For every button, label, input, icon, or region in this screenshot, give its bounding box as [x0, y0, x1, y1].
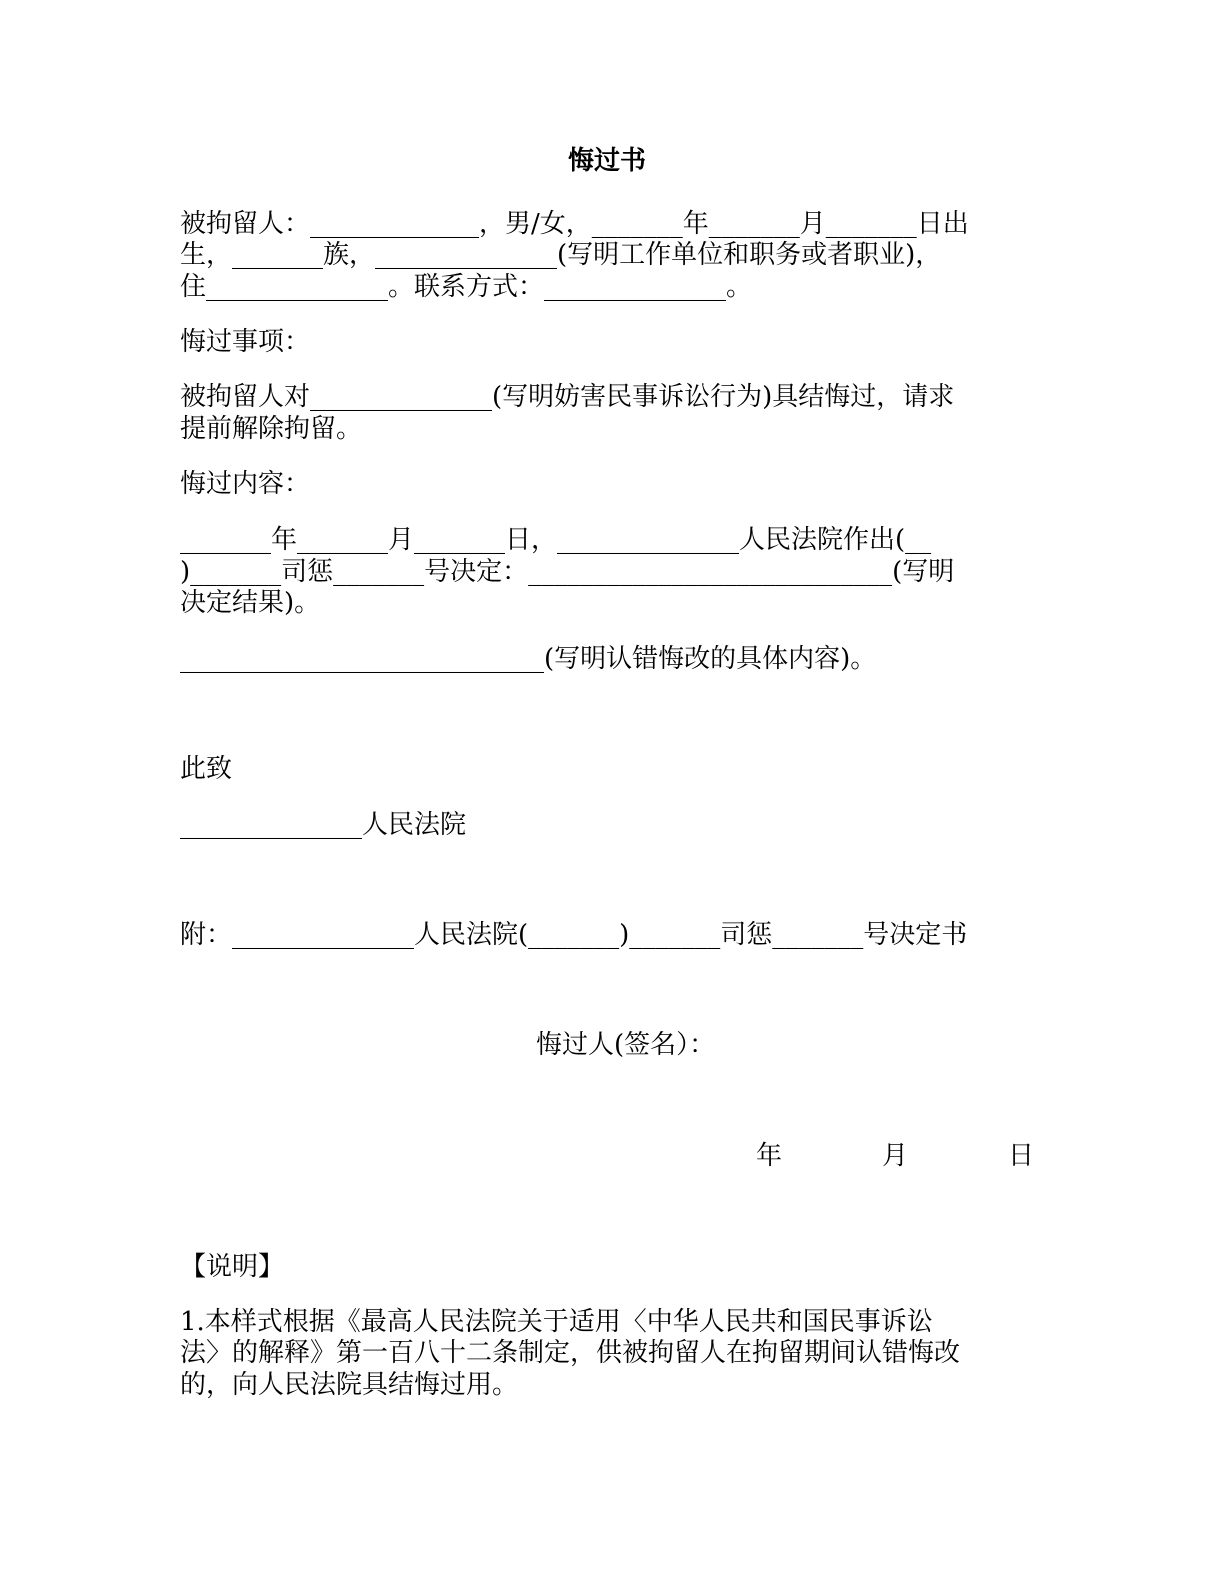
intro-line-2: 生，_______族，______________(写明工作单位和职务或者职业)， [180, 240, 942, 270]
matters-line-1: 被拘留人对______________(写明妨害民事诉讼行为)具结悔过，请求 [180, 382, 955, 412]
content-line-1: _______年_______月_______日，______________人民法院作出(__ [180, 525, 932, 555]
content-line-2: )_______司惩_______号决定：____________________________(写明 [180, 557, 955, 587]
date-month: 月 [882, 1141, 909, 1171]
attachment-line: 附：______________人民法院(_______)_______司惩_______号决定书 [180, 920, 968, 950]
content-line-3: 决定结果)。 [180, 588, 321, 618]
notes-line-3: 的，向人民法院具结悔过用。 [180, 1370, 519, 1400]
notes-line-1: 1.本样式根据《最高人民法院关于适用〈中华人民共和国民事诉讼 [180, 1307, 933, 1337]
content-heading: 悔过内容： [180, 469, 311, 499]
content-line-4: ____________________________(写明认错悔改的具体内容)。 [180, 644, 877, 674]
salutation: 此致 [180, 754, 233, 784]
intro-line-3: 住______________。联系方式：______________。 [180, 272, 753, 302]
recipient-court: ______________人民法院 [180, 810, 467, 840]
notes-line-2: 法〉的解释》第一百八十二条制定，供被拘留人在拘留期间认错悔改 [180, 1338, 961, 1368]
matters-line-2: 提前解除拘留。 [180, 414, 363, 444]
date-day: 日 [1008, 1141, 1035, 1171]
notes-heading: 【说明】 [180, 1252, 285, 1282]
document-title: 悔过书 [567, 146, 646, 176]
date-year: 年 [756, 1141, 783, 1171]
intro-line-1: 被拘留人：_____________，男/女，_______年_______月_______日出 [180, 209, 969, 239]
matters-heading: 悔过事项： [180, 327, 311, 357]
signature-line: 悔过人(签名）： [536, 1030, 716, 1060]
